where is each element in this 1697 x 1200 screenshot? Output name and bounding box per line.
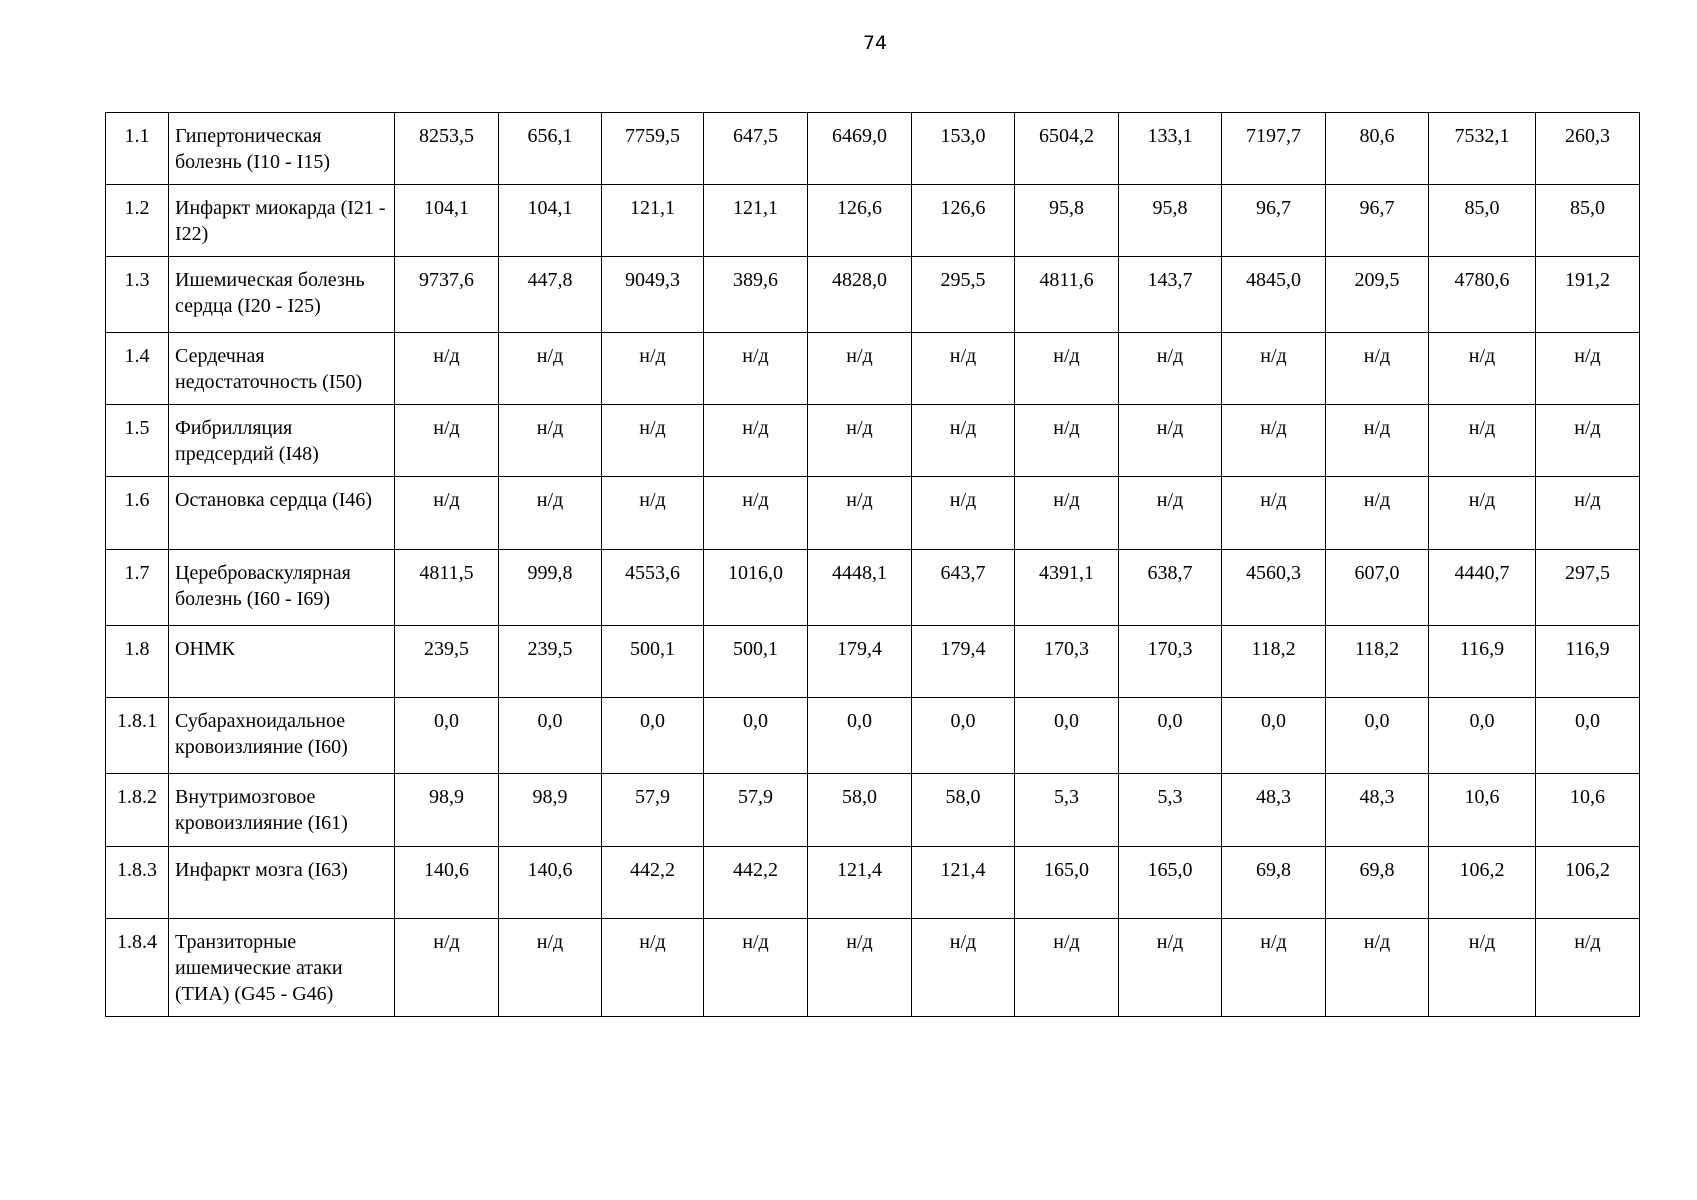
value-cell: 165,0 [1119, 847, 1222, 919]
value-cell: 85,0 [1429, 185, 1536, 257]
table-row [106, 405, 1640, 477]
value-cell: н/д [395, 919, 499, 1017]
value-cell: 500,1 [602, 626, 704, 698]
table-row [106, 847, 1640, 919]
value-cell: 0,0 [704, 698, 808, 774]
table-row [106, 333, 1640, 405]
row-number: 1.1 [106, 113, 169, 185]
value-cell: 140,6 [499, 847, 602, 919]
value-cell: 0,0 [1015, 698, 1119, 774]
row-number: 1.8 [106, 626, 169, 698]
value-cell: 1016,0 [704, 550, 808, 626]
row-label: Инфаркт миокарда (I21 - I22) [169, 185, 395, 257]
value-cell: 5,3 [1015, 774, 1119, 847]
value-cell: 9737,6 [395, 257, 499, 333]
value-cell: 7759,5 [602, 113, 704, 185]
value-cell: 95,8 [1015, 185, 1119, 257]
value-cell: 239,5 [395, 626, 499, 698]
row-label: Ишемическая болезнь сердца (I20 - I25) [169, 257, 395, 333]
row-number: 1.2 [106, 185, 169, 257]
value-cell: 6504,2 [1015, 113, 1119, 185]
table-row [106, 626, 1640, 698]
value-cell: 170,3 [1119, 626, 1222, 698]
value-cell: н/д [808, 919, 912, 1017]
value-cell: н/д [602, 333, 704, 405]
value-cell: 0,0 [1222, 698, 1326, 774]
value-cell: 4448,1 [808, 550, 912, 626]
value-cell: 647,5 [704, 113, 808, 185]
value-cell: н/д [1222, 405, 1326, 477]
value-cell: н/д [704, 477, 808, 550]
value-cell: 4440,7 [1429, 550, 1536, 626]
row-label: Транзиторные ишемические атаки (ТИА) (G45 - G46) [169, 919, 395, 1017]
value-cell: 48,3 [1222, 774, 1326, 847]
value-cell: 295,5 [912, 257, 1015, 333]
value-cell: н/д [912, 333, 1015, 405]
value-cell: н/д [395, 477, 499, 550]
value-cell: 179,4 [808, 626, 912, 698]
value-cell: н/д [1119, 477, 1222, 550]
value-cell: н/д [1429, 477, 1536, 550]
row-number: 1.3 [106, 257, 169, 333]
value-cell: н/д [1119, 919, 1222, 1017]
table-row [106, 698, 1640, 774]
row-number: 1.4 [106, 333, 169, 405]
table-row [106, 774, 1640, 847]
value-cell: н/д [1326, 919, 1429, 1017]
row-label: Цереброваскулярная болезнь (I60 - I69) [169, 550, 395, 626]
value-cell: 442,2 [704, 847, 808, 919]
value-cell: 4811,5 [395, 550, 499, 626]
value-cell: н/д [912, 919, 1015, 1017]
value-cell: н/д [1326, 333, 1429, 405]
row-label: Гипертоническая болезнь (I10 - I15) [169, 113, 395, 185]
value-cell: 69,8 [1222, 847, 1326, 919]
value-cell: н/д [602, 919, 704, 1017]
value-cell: 48,3 [1326, 774, 1429, 847]
value-cell: 118,2 [1326, 626, 1429, 698]
value-cell: 126,6 [912, 185, 1015, 257]
value-cell: н/д [1536, 333, 1640, 405]
value-cell: н/д [499, 477, 602, 550]
value-cell: н/д [1119, 333, 1222, 405]
row-number: 1.8.3 [106, 847, 169, 919]
page-number: 74 [862, 32, 888, 54]
value-cell: 0,0 [499, 698, 602, 774]
value-cell: 209,5 [1326, 257, 1429, 333]
value-cell: 5,3 [1119, 774, 1222, 847]
value-cell: 106,2 [1429, 847, 1536, 919]
value-cell: 104,1 [395, 185, 499, 257]
value-cell: 447,8 [499, 257, 602, 333]
value-cell: 57,9 [704, 774, 808, 847]
value-cell: н/д [499, 333, 602, 405]
row-label: Субарахноидальное кровоизлияние (I60) [169, 698, 395, 774]
row-label: Внутримозговое кровоизлияние (I61) [169, 774, 395, 847]
value-cell: н/д [1429, 333, 1536, 405]
value-cell: 260,3 [1536, 113, 1640, 185]
row-label: Сердечная недостаточность (I50) [169, 333, 395, 405]
value-cell: 165,0 [1015, 847, 1119, 919]
value-cell: 179,4 [912, 626, 1015, 698]
value-cell: н/д [808, 333, 912, 405]
value-cell: 643,7 [912, 550, 1015, 626]
value-cell: 999,8 [499, 550, 602, 626]
value-cell: н/д [499, 919, 602, 1017]
value-cell: 4553,6 [602, 550, 704, 626]
value-cell: н/д [1222, 477, 1326, 550]
value-cell: 4828,0 [808, 257, 912, 333]
value-cell: н/д [1222, 333, 1326, 405]
value-cell: 500,1 [704, 626, 808, 698]
value-cell: 133,1 [1119, 113, 1222, 185]
row-number: 1.7 [106, 550, 169, 626]
value-cell: 118,2 [1222, 626, 1326, 698]
table-row [106, 550, 1640, 626]
row-label: ОНМК [169, 626, 395, 698]
value-cell: н/д [395, 405, 499, 477]
value-cell: н/д [1326, 477, 1429, 550]
value-cell: 95,8 [1119, 185, 1222, 257]
value-cell: 191,2 [1536, 257, 1640, 333]
value-cell: 0,0 [1119, 698, 1222, 774]
value-cell: н/д [1119, 405, 1222, 477]
value-cell: н/д [1536, 477, 1640, 550]
value-cell: 85,0 [1536, 185, 1640, 257]
value-cell: 0,0 [1536, 698, 1640, 774]
row-label: Фибрилляция предсердий (I48) [169, 405, 395, 477]
value-cell: 153,0 [912, 113, 1015, 185]
row-label: Инфаркт мозга (I63) [169, 847, 395, 919]
value-cell: 4811,6 [1015, 257, 1119, 333]
value-cell: 7197,7 [1222, 113, 1326, 185]
table-row [106, 477, 1640, 550]
value-cell: 9049,3 [602, 257, 704, 333]
value-cell: 638,7 [1119, 550, 1222, 626]
value-cell: 104,1 [499, 185, 602, 257]
value-cell: 106,2 [1536, 847, 1640, 919]
value-cell: 389,6 [704, 257, 808, 333]
value-cell: н/д [1536, 405, 1640, 477]
value-cell: н/д [808, 477, 912, 550]
row-number: 1.5 [106, 405, 169, 477]
value-cell: 442,2 [602, 847, 704, 919]
value-cell: 121,4 [912, 847, 1015, 919]
value-cell: 297,5 [1536, 550, 1640, 626]
value-cell: н/д [499, 405, 602, 477]
value-cell: н/д [704, 919, 808, 1017]
value-cell: 116,9 [1429, 626, 1536, 698]
value-cell: н/д [1222, 919, 1326, 1017]
value-cell: 7532,1 [1429, 113, 1536, 185]
value-cell: 170,3 [1015, 626, 1119, 698]
value-cell: 607,0 [1326, 550, 1429, 626]
value-cell: 10,6 [1429, 774, 1536, 847]
value-cell: 96,7 [1222, 185, 1326, 257]
value-cell: н/д [1429, 919, 1536, 1017]
statistics-table [105, 112, 1640, 1017]
table-row [106, 185, 1640, 257]
value-cell: 0,0 [912, 698, 1015, 774]
value-cell: н/д [1015, 477, 1119, 550]
value-cell: 0,0 [395, 698, 499, 774]
value-cell: 10,6 [1536, 774, 1640, 847]
value-cell: 4560,3 [1222, 550, 1326, 626]
value-cell: н/д [704, 333, 808, 405]
table-row [106, 919, 1640, 1017]
value-cell: 0,0 [1326, 698, 1429, 774]
value-cell: 656,1 [499, 113, 602, 185]
value-cell: 4780,6 [1429, 257, 1536, 333]
value-cell: н/д [602, 405, 704, 477]
row-label: Остановка сердца (I46) [169, 477, 395, 550]
value-cell: 121,4 [808, 847, 912, 919]
value-cell: 6469,0 [808, 113, 912, 185]
value-cell: 121,1 [602, 185, 704, 257]
value-cell: 239,5 [499, 626, 602, 698]
value-cell: 0,0 [1429, 698, 1536, 774]
value-cell: 121,1 [704, 185, 808, 257]
value-cell: 4845,0 [1222, 257, 1326, 333]
value-cell: 8253,5 [395, 113, 499, 185]
value-cell: 80,6 [1326, 113, 1429, 185]
table-row [106, 113, 1640, 185]
value-cell: н/д [912, 477, 1015, 550]
value-cell: н/д [1015, 333, 1119, 405]
value-cell: н/д [1429, 405, 1536, 477]
value-cell: 98,9 [395, 774, 499, 847]
value-cell: 4391,1 [1015, 550, 1119, 626]
value-cell: 140,6 [395, 847, 499, 919]
value-cell: 116,9 [1536, 626, 1640, 698]
value-cell: н/д [602, 477, 704, 550]
row-number: 1.8.1 [106, 698, 169, 774]
value-cell: 96,7 [1326, 185, 1429, 257]
value-cell: 143,7 [1119, 257, 1222, 333]
value-cell: н/д [1015, 919, 1119, 1017]
row-number: 1.8.4 [106, 919, 169, 1017]
value-cell: н/д [395, 333, 499, 405]
value-cell: н/д [1536, 919, 1640, 1017]
value-cell: н/д [1326, 405, 1429, 477]
value-cell: н/д [808, 405, 912, 477]
value-cell: н/д [1015, 405, 1119, 477]
value-cell: 69,8 [1326, 847, 1429, 919]
value-cell: 57,9 [602, 774, 704, 847]
value-cell: 126,6 [808, 185, 912, 257]
row-number: 1.8.2 [106, 774, 169, 847]
value-cell: 0,0 [808, 698, 912, 774]
value-cell: 58,0 [808, 774, 912, 847]
value-cell: 98,9 [499, 774, 602, 847]
table-row [106, 257, 1640, 333]
value-cell: н/д [704, 405, 808, 477]
row-number: 1.6 [106, 477, 169, 550]
value-cell: 58,0 [912, 774, 1015, 847]
value-cell: н/д [912, 405, 1015, 477]
value-cell: 0,0 [602, 698, 704, 774]
